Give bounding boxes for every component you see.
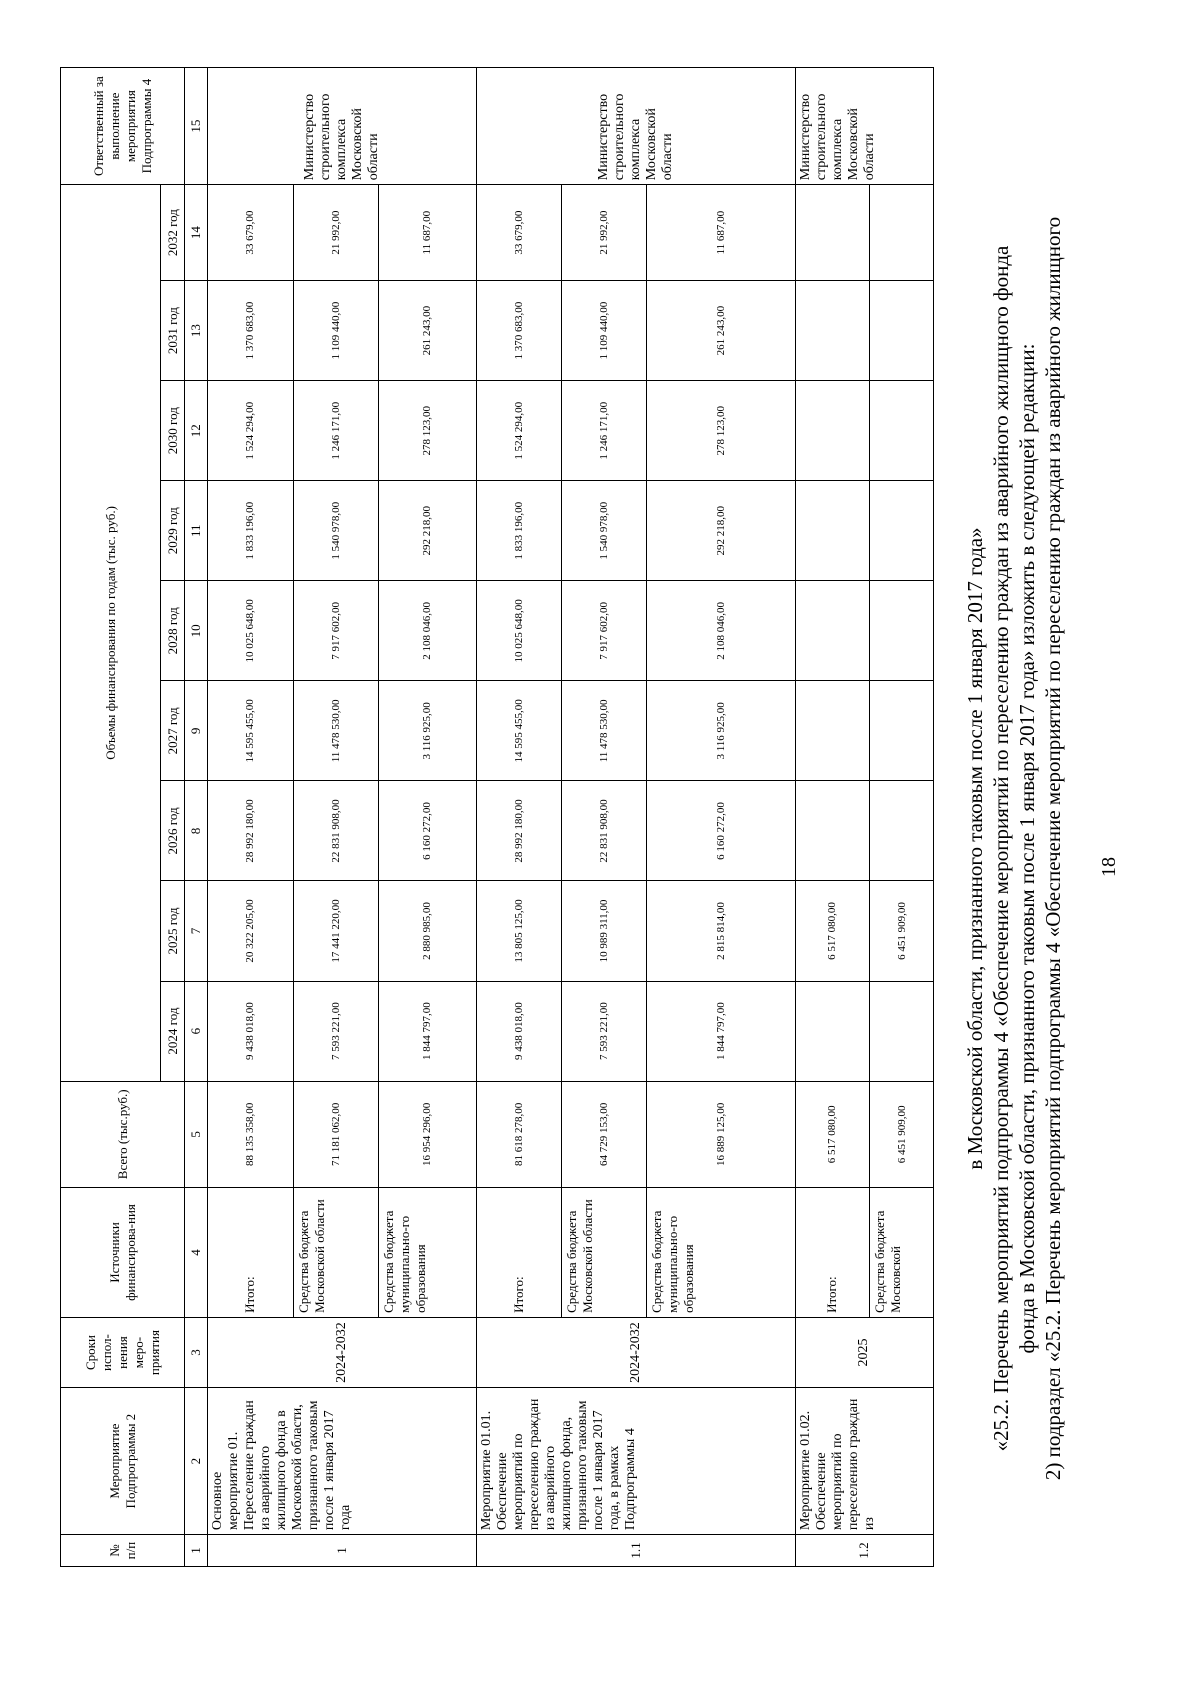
year-value: 3 116 925,00 — [378, 681, 476, 781]
year-value — [795, 481, 869, 581]
col-number: 11 — [185, 481, 208, 581]
year-value — [870, 185, 934, 281]
table-row — [476, 68, 561, 1567]
funding-source: Средства бюджета Московской — [870, 1188, 934, 1318]
events-table — [60, 67, 934, 1567]
year-value: 22 831 908,00 — [293, 781, 378, 881]
col-number: 2 — [185, 1388, 208, 1535]
intro-line-2: фонда в Московской области, признанного таковым после 1 января 2017 года» изложить в следующей редакции: — [1015, 343, 1039, 1354]
funding-source: Средства бюджета муниципально-го образования — [378, 1188, 476, 1318]
year-value: 2 108 046,00 — [646, 581, 795, 681]
year-value: 11 478 530,00 — [293, 681, 378, 781]
year-value — [795, 381, 869, 481]
event-terms: 2024-2032 — [476, 1317, 795, 1387]
funding-source: Итого: — [208, 1188, 293, 1318]
funding-source: Средства бюджета Московской области — [561, 1188, 646, 1318]
year-value: 261 243,00 — [646, 281, 795, 381]
total-value: 6 517 080,00 — [795, 1081, 869, 1187]
year-value: 2 815 814,00 — [646, 881, 795, 981]
event-name: Основное мероприятие 01. Переселение граждан из аварийного жилищного фонда в Московской области, признанного таковым после 1 января 2017 года — [208, 1388, 476, 1535]
year-value: 6 160 272,00 — [646, 781, 795, 881]
col-number: 6 — [185, 981, 208, 1081]
header-responsible: Ответственный за выполнение мероприятия Подпрограммы 4 — [61, 68, 185, 185]
total-value: 88 135 358,00 — [208, 1081, 293, 1187]
year-value — [870, 681, 934, 781]
year-value — [870, 581, 934, 681]
column-numbers-row — [185, 68, 208, 1567]
header-terms: Сроки испол-нения меро-приятия — [61, 1317, 185, 1387]
table-row — [208, 68, 293, 1567]
year-value: 11 687,00 — [378, 185, 476, 281]
year-value: 14 595 455,00 — [476, 681, 561, 781]
col-number: 3 — [185, 1317, 208, 1387]
year-value: 1 109 440,00 — [293, 281, 378, 381]
year-value: 1 524 294,00 — [208, 381, 293, 481]
header-year: 2026 год — [161, 781, 185, 881]
year-value: 13 805 125,00 — [476, 881, 561, 981]
year-value — [795, 581, 869, 681]
year-value: 1 109 440,00 — [561, 281, 646, 381]
year-value: 2 880 985,00 — [378, 881, 476, 981]
year-value: 7 917 602,00 — [561, 581, 646, 681]
intro-line-4: в Московской области, признанного таковым после 1 января 2017 года» — [963, 527, 987, 1170]
header-sources: Источники финансирова-ния — [61, 1188, 185, 1318]
intro-line-1: 2) подраздел «25.2. Перечень мероприятий подпрограммы 4 «Обеспечение мероприятий по переселению граждан из аварийного жилищного — [1041, 216, 1065, 1481]
year-value: 21 992,00 — [293, 185, 378, 281]
col-number: 5 — [185, 1081, 208, 1187]
header-num: № п/п — [61, 1535, 185, 1567]
header-year: 2024 год — [161, 981, 185, 1081]
year-value: 1 246 171,00 — [561, 381, 646, 481]
year-value: 261 243,00 — [378, 281, 476, 381]
year-value — [795, 185, 869, 281]
year-value: 292 218,00 — [646, 481, 795, 581]
col-number: 1 — [185, 1535, 208, 1567]
year-value — [795, 781, 869, 881]
year-value: 9 438 018,00 — [476, 981, 561, 1081]
col-number: 8 — [185, 781, 208, 881]
year-value: 21 992,00 — [561, 185, 646, 281]
year-value — [870, 381, 934, 481]
row-number: 1.2 — [795, 1535, 933, 1567]
year-value: 7 593 221,00 — [293, 981, 378, 1081]
year-value: 1 844 797,00 — [378, 981, 476, 1081]
year-value: 1 844 797,00 — [646, 981, 795, 1081]
year-value: 10 025 648,00 — [476, 581, 561, 681]
year-value: 6 451 909,00 — [870, 881, 934, 981]
table-row — [795, 68, 869, 1567]
total-value: 6 451 909,00 — [870, 1081, 934, 1187]
year-value: 17 441 220,00 — [293, 881, 378, 981]
total-value: 16 889 125,00 — [646, 1081, 795, 1187]
year-value: 7 917 602,00 — [293, 581, 378, 681]
col-number: 4 — [185, 1188, 208, 1318]
year-value: 1 540 978,00 — [293, 481, 378, 581]
event-name: Мероприятие 01.02. Обеспечение мероприятий по переселению граждан из — [795, 1388, 933, 1535]
total-value: 71 181 062,00 — [293, 1081, 378, 1187]
col-number: 13 — [185, 281, 208, 381]
year-value: 10 025 648,00 — [208, 581, 293, 681]
event-terms: 2024-2032 — [208, 1317, 476, 1387]
total-value: 64 729 153,00 — [561, 1081, 646, 1187]
year-value — [795, 281, 869, 381]
year-value: 9 438 018,00 — [208, 981, 293, 1081]
year-value: 1 370 683,00 — [476, 281, 561, 381]
responsible: Министерство строительного комплекса Московской области — [795, 68, 933, 185]
year-value: 278 123,00 — [646, 381, 795, 481]
header-year: 2031 год — [161, 281, 185, 381]
year-value: 1 370 683,00 — [208, 281, 293, 381]
year-value: 28 992 180,00 — [476, 781, 561, 881]
year-value: 28 992 180,00 — [208, 781, 293, 881]
year-value: 11 687,00 — [646, 185, 795, 281]
year-value: 33 679,00 — [476, 185, 561, 281]
col-number: 9 — [185, 681, 208, 781]
header-year: 2028 год — [161, 581, 185, 681]
year-value — [870, 481, 934, 581]
col-number: 12 — [185, 381, 208, 481]
total-value: 81 618 278,00 — [476, 1081, 561, 1187]
year-value: 278 123,00 — [378, 381, 476, 481]
header-year: 2027 год — [161, 681, 185, 781]
total-value: 16 954 296,00 — [378, 1081, 476, 1187]
funding-source: Итого: — [795, 1188, 869, 1318]
intro-line-3: «25.2. Перечень мероприятий подпрограммы 4 «Обеспечение мероприятий по переселению граждан из аварийного жилищного фонда — [989, 245, 1013, 1452]
year-value: 22 831 908,00 — [561, 781, 646, 881]
year-value — [870, 781, 934, 881]
year-value — [870, 281, 934, 381]
row-number: 1.1 — [476, 1535, 795, 1567]
year-value: 11 478 530,00 — [561, 681, 646, 781]
year-value — [795, 981, 869, 1081]
header-year: 2029 год — [161, 481, 185, 581]
year-value: 1 246 171,00 — [293, 381, 378, 481]
funding-source: Средства бюджета муниципально-го образования — [646, 1188, 795, 1318]
year-value — [870, 981, 934, 1081]
year-value: 1 833 196,00 — [208, 481, 293, 581]
year-value: 7 593 221,00 — [561, 981, 646, 1081]
funding-source: Итого: — [476, 1188, 561, 1318]
year-value: 20 322 205,00 — [208, 881, 293, 981]
year-value: 1 833 196,00 — [476, 481, 561, 581]
header-year: 2032 год — [161, 185, 185, 281]
year-value: 6 160 272,00 — [378, 781, 476, 881]
header-event: Мероприятие Подпрограммы 2 — [61, 1388, 185, 1535]
year-value: 2 108 046,00 — [378, 581, 476, 681]
year-value: 33 679,00 — [208, 185, 293, 281]
responsible: Министерство строительного комплекса Московской области — [208, 68, 476, 185]
event-terms: 2025 — [795, 1317, 933, 1387]
funding-source: Средства бюджета Московской области — [293, 1188, 378, 1318]
year-value: 3 116 925,00 — [646, 681, 795, 781]
col-number: 15 — [185, 68, 208, 185]
row-number: 1 — [208, 1535, 476, 1567]
col-number: 10 — [185, 581, 208, 681]
header-year: 2025 год — [161, 881, 185, 981]
header-year: 2030 год — [161, 381, 185, 481]
page-number: 18 — [1098, 857, 1120, 877]
year-value: 292 218,00 — [378, 481, 476, 581]
year-value — [795, 681, 869, 781]
year-value: 1 540 978,00 — [561, 481, 646, 581]
col-number: 14 — [185, 185, 208, 281]
header-funding: Объемы финансирования по годам (тыс. руб.) — [61, 185, 161, 1081]
year-value: 6 517 080,00 — [795, 881, 869, 981]
year-value: 14 595 455,00 — [208, 681, 293, 781]
responsible: Министерство строительного комплекса Московской области — [476, 68, 795, 185]
year-value: 1 524 294,00 — [476, 381, 561, 481]
header-total: Всего (тыс.руб.) — [61, 1081, 185, 1187]
year-value: 10 989 311,00 — [561, 881, 646, 981]
col-number: 7 — [185, 881, 208, 981]
event-name: Мероприятие 01.01. Обеспечение мероприятий по переселению граждан из аварийного жилищного фонда, признанного таковым после 1 января 2017 года, в рамках Подпрограммы 4 — [476, 1388, 795, 1535]
